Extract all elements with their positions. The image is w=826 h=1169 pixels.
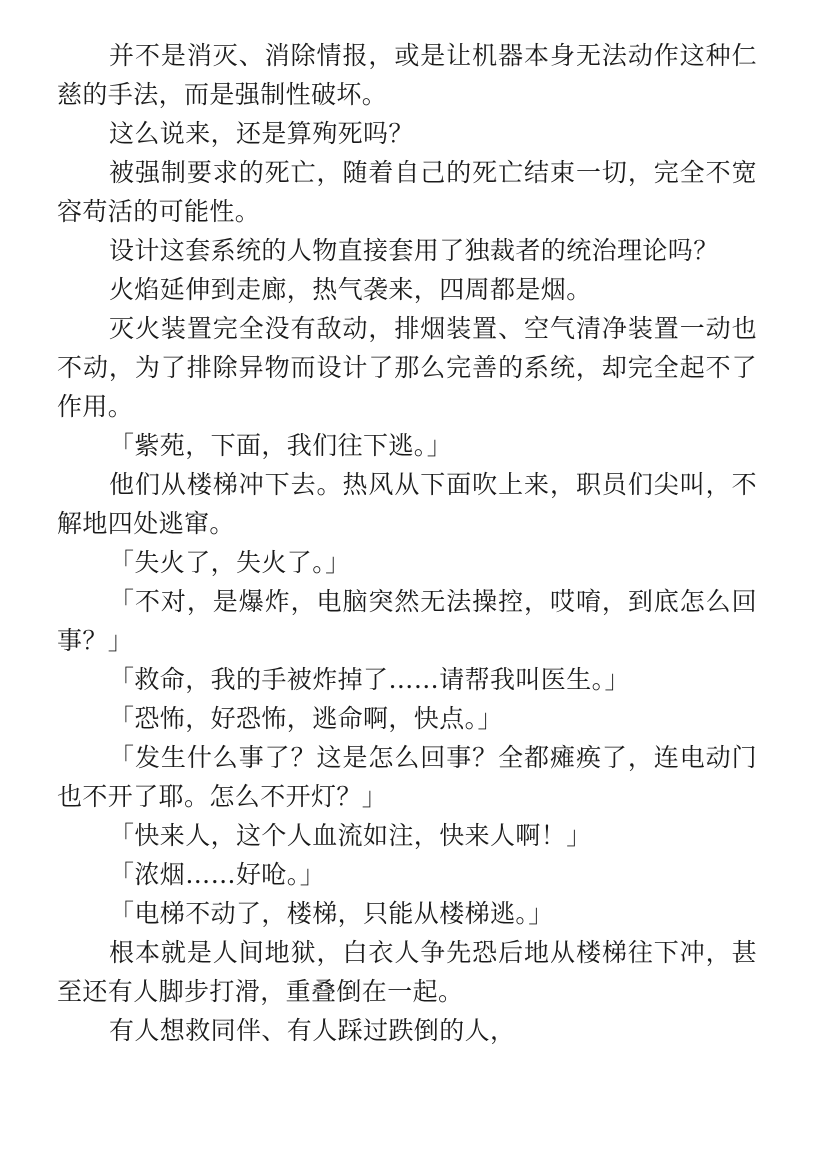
dialogue-line: 「不对，是爆炸，电脑突然无法操控，哎唷，到底怎么回事？」: [57, 587, 757, 655]
dialogue-line: 「快来人，这个人血流如注，快来人啊！」: [109, 821, 592, 850]
paragraph: 有人想救同伴、有人踩过跌倒的人，: [109, 1016, 516, 1045]
dialogue-line: 「发生什么事了？这是怎么回事？全都瘫痪了，连电动门也不开了耶。怎么不开灯？」: [57, 743, 757, 811]
dialogue-line: 「救命，我的手被炸掉了……请帮我叫医生。」: [109, 665, 630, 694]
paragraph: 设计这套系统的人物直接套用了独裁者的统治理论吗？: [109, 236, 719, 265]
body-text: [57, 36, 757, 1050]
paragraph: 火焰延伸到走廊，热气袭来，四周都是烟。: [109, 275, 592, 304]
paragraph: 根本就是人间地狱，白衣人争先恐后地从楼梯往下冲，甚至还有人脚步打滑，重叠倒在一起。: [57, 938, 757, 1006]
paragraph: 他们从楼梯冲下去。热风从下面吹上来，职员们尖叫，不解地四处逃窜。: [57, 470, 757, 538]
dialogue-line: 「恐怖，好恐怖，逃命啊，快点。」: [109, 704, 503, 733]
dialogue-line: 「失火了，失火了。」: [109, 548, 351, 577]
dialogue-line: 「电梯不动了，楼梯，只能从楼梯逃。」: [109, 899, 554, 928]
paragraph: 被强制要求的死亡，随着自己的死亡结束一切，完全不宽容苟活的可能性。: [57, 158, 757, 226]
dialogue-line: 「紫苑，下面，我们往下逃。」: [109, 431, 453, 460]
paragraph: 灭火装置完全没有敌动，排烟装置、空气清净装置一动也不动，为了排除异物而设计了那么完善的系统，却完全起不了作用。: [57, 314, 757, 421]
paragraph: 这么说来，还是算殉死吗？: [109, 119, 414, 148]
paragraph: 并不是消灭、消除情报，或是让机器本身无法动作这种仁慈的手法，而是强制性破坏。: [57, 41, 757, 109]
dialogue-line: 「浓烟……好呛。」: [109, 860, 326, 889]
